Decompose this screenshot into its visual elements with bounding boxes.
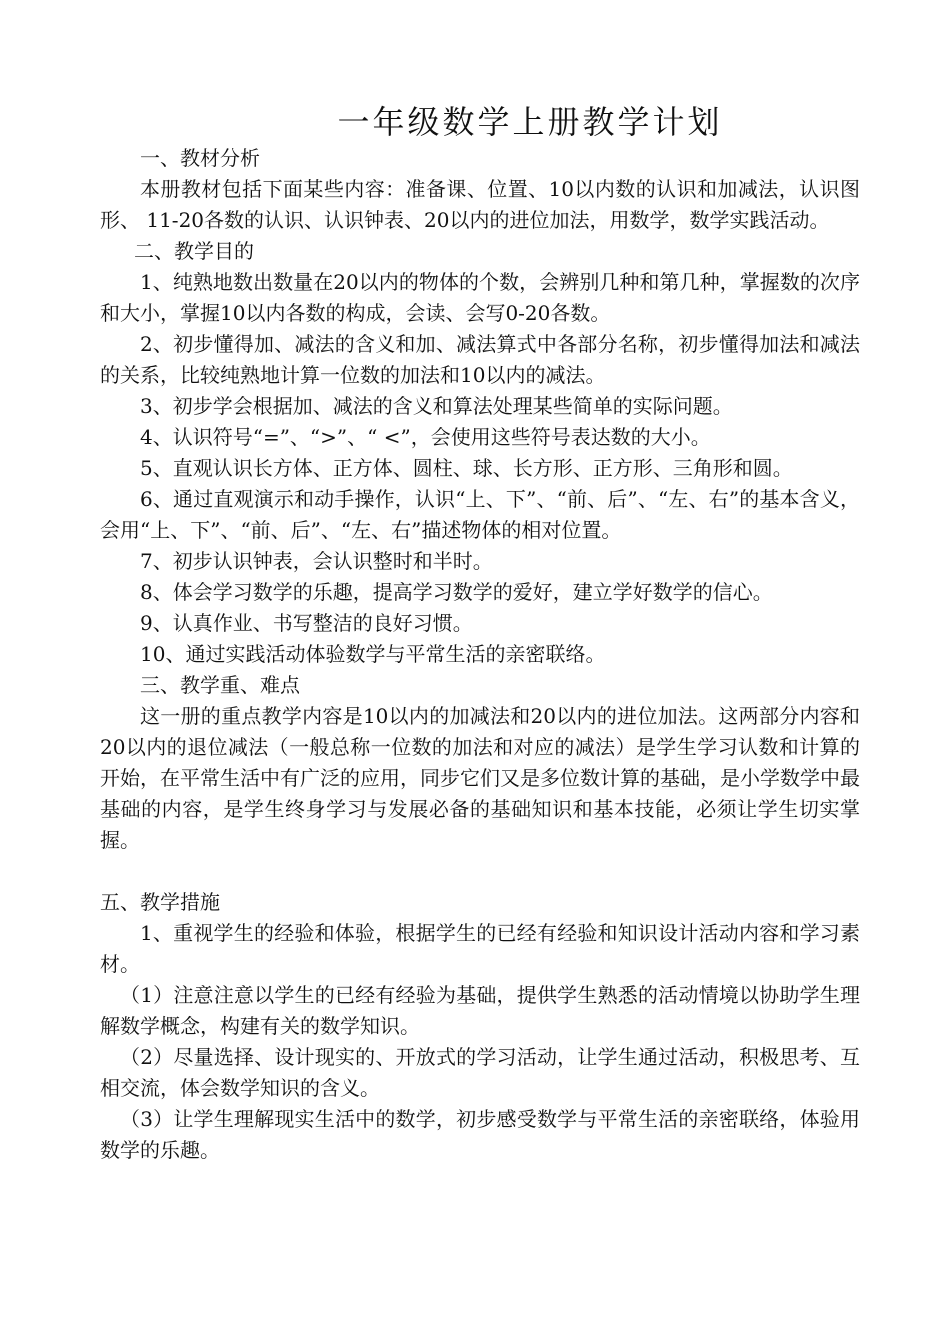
goal-item-1: 1、纯熟地数出数量在20以内的物体的个数，会辨别几种和第几种，掌握数的次序和大小，掌握10以内各数的构成，会读、会写0-20各数。 [100, 270, 860, 325]
measure-subitem-1: （1）注意注意以学生的已经有经验为基础，提供学生熟悉的活动情境以协助学生理解数学概念，构建有关的数学知识。 [100, 983, 860, 1038]
goal-item-6: 6、通过直观演示和动手操作，认识“上、下”、“前、后”、“左、右”的基本含义，会用“上、下”、“前、后”、“左、右”描述物体的相对位置。 [100, 487, 860, 542]
goal-item-4: 4、认识符号“=”、“>”、“ <”，会使用这些符号表达数的大小。 [140, 425, 711, 449]
document-title: 一年级数学上册教学计划 [337, 103, 723, 141]
goal-item-10: 10、通过实践活动体验数学与平常生活的亲密联络。 [140, 642, 606, 666]
section-heading-teaching-goals: 二、教学目的 [134, 239, 254, 263]
goal-item-9: 9、认真作业、书写整洁的良好习惯。 [140, 611, 473, 635]
goal-item-5: 5、直观认识长方体、正方体、圆柱、球、长方形、正方形、三角形和圆。 [140, 456, 793, 480]
measure-subitem-2: （2）尽量选择、设计现实的、开放式的学习活动，让学生通过活动，积极思考、互相交流，体会数学知识的含义。 [100, 1045, 860, 1100]
blank-line [100, 856, 860, 887]
paragraph-textbook-content: 本册教材包括下面某些内容：准备课、位置、10以内数的认识和加减法，认识图形、 11-20各数的认识、认识钟表、20以内的进位加法，用数学，数学实践活动。 [100, 177, 860, 232]
goal-item-8: 8、体会学习数学的乐趣，提高学习数学的爱好，建立学好数学的信心。 [140, 580, 773, 604]
measure-subitem-3: （3）让学生理解现实生活中的数学，初步感受数学与平常生活的亲密联络，体验用数学的乐趣。 [100, 1107, 860, 1162]
section-heading-teaching-measures: 五、教学措施 [100, 890, 220, 914]
section-heading-textbook-analysis: 一、教材分析 [140, 146, 260, 170]
document-body [100, 143, 860, 1166]
goal-item-7: 7、初步认识钟表，会认识整时和半时。 [140, 549, 493, 573]
paragraph-key-difficulties: 这一册的重点教学内容是10以内的加减法和20以内的进位加法。这两部分内容和20以内的退位减法（一般总称一位数的加法和对应的减法）是学生学习认数和计算的开始，在平常生活中有广泛的应用，同步它们又是多位数计算的基础，是小学数学中最基础的内容，是学生终身学习与发展必备的基础知识和基本技能，必须让学生切实掌握。 [100, 704, 860, 852]
measure-item-1: 1、重视学生的经验和体验，根据学生的已经有经验和知识设计活动内容和学习素材。 [100, 921, 860, 976]
goal-item-3: 3、初步学会根据加、减法的含义和算法处理某些简单的实际问题。 [140, 394, 733, 418]
goal-item-2: 2、初步懂得加、减法的含义和加、减法算式中各部分名称，初步懂得加法和减法的关系，比较纯熟地计算一位数的加法和10以内的减法。 [100, 332, 860, 387]
section-heading-key-difficulties: 三、教学重、难点 [140, 673, 300, 697]
